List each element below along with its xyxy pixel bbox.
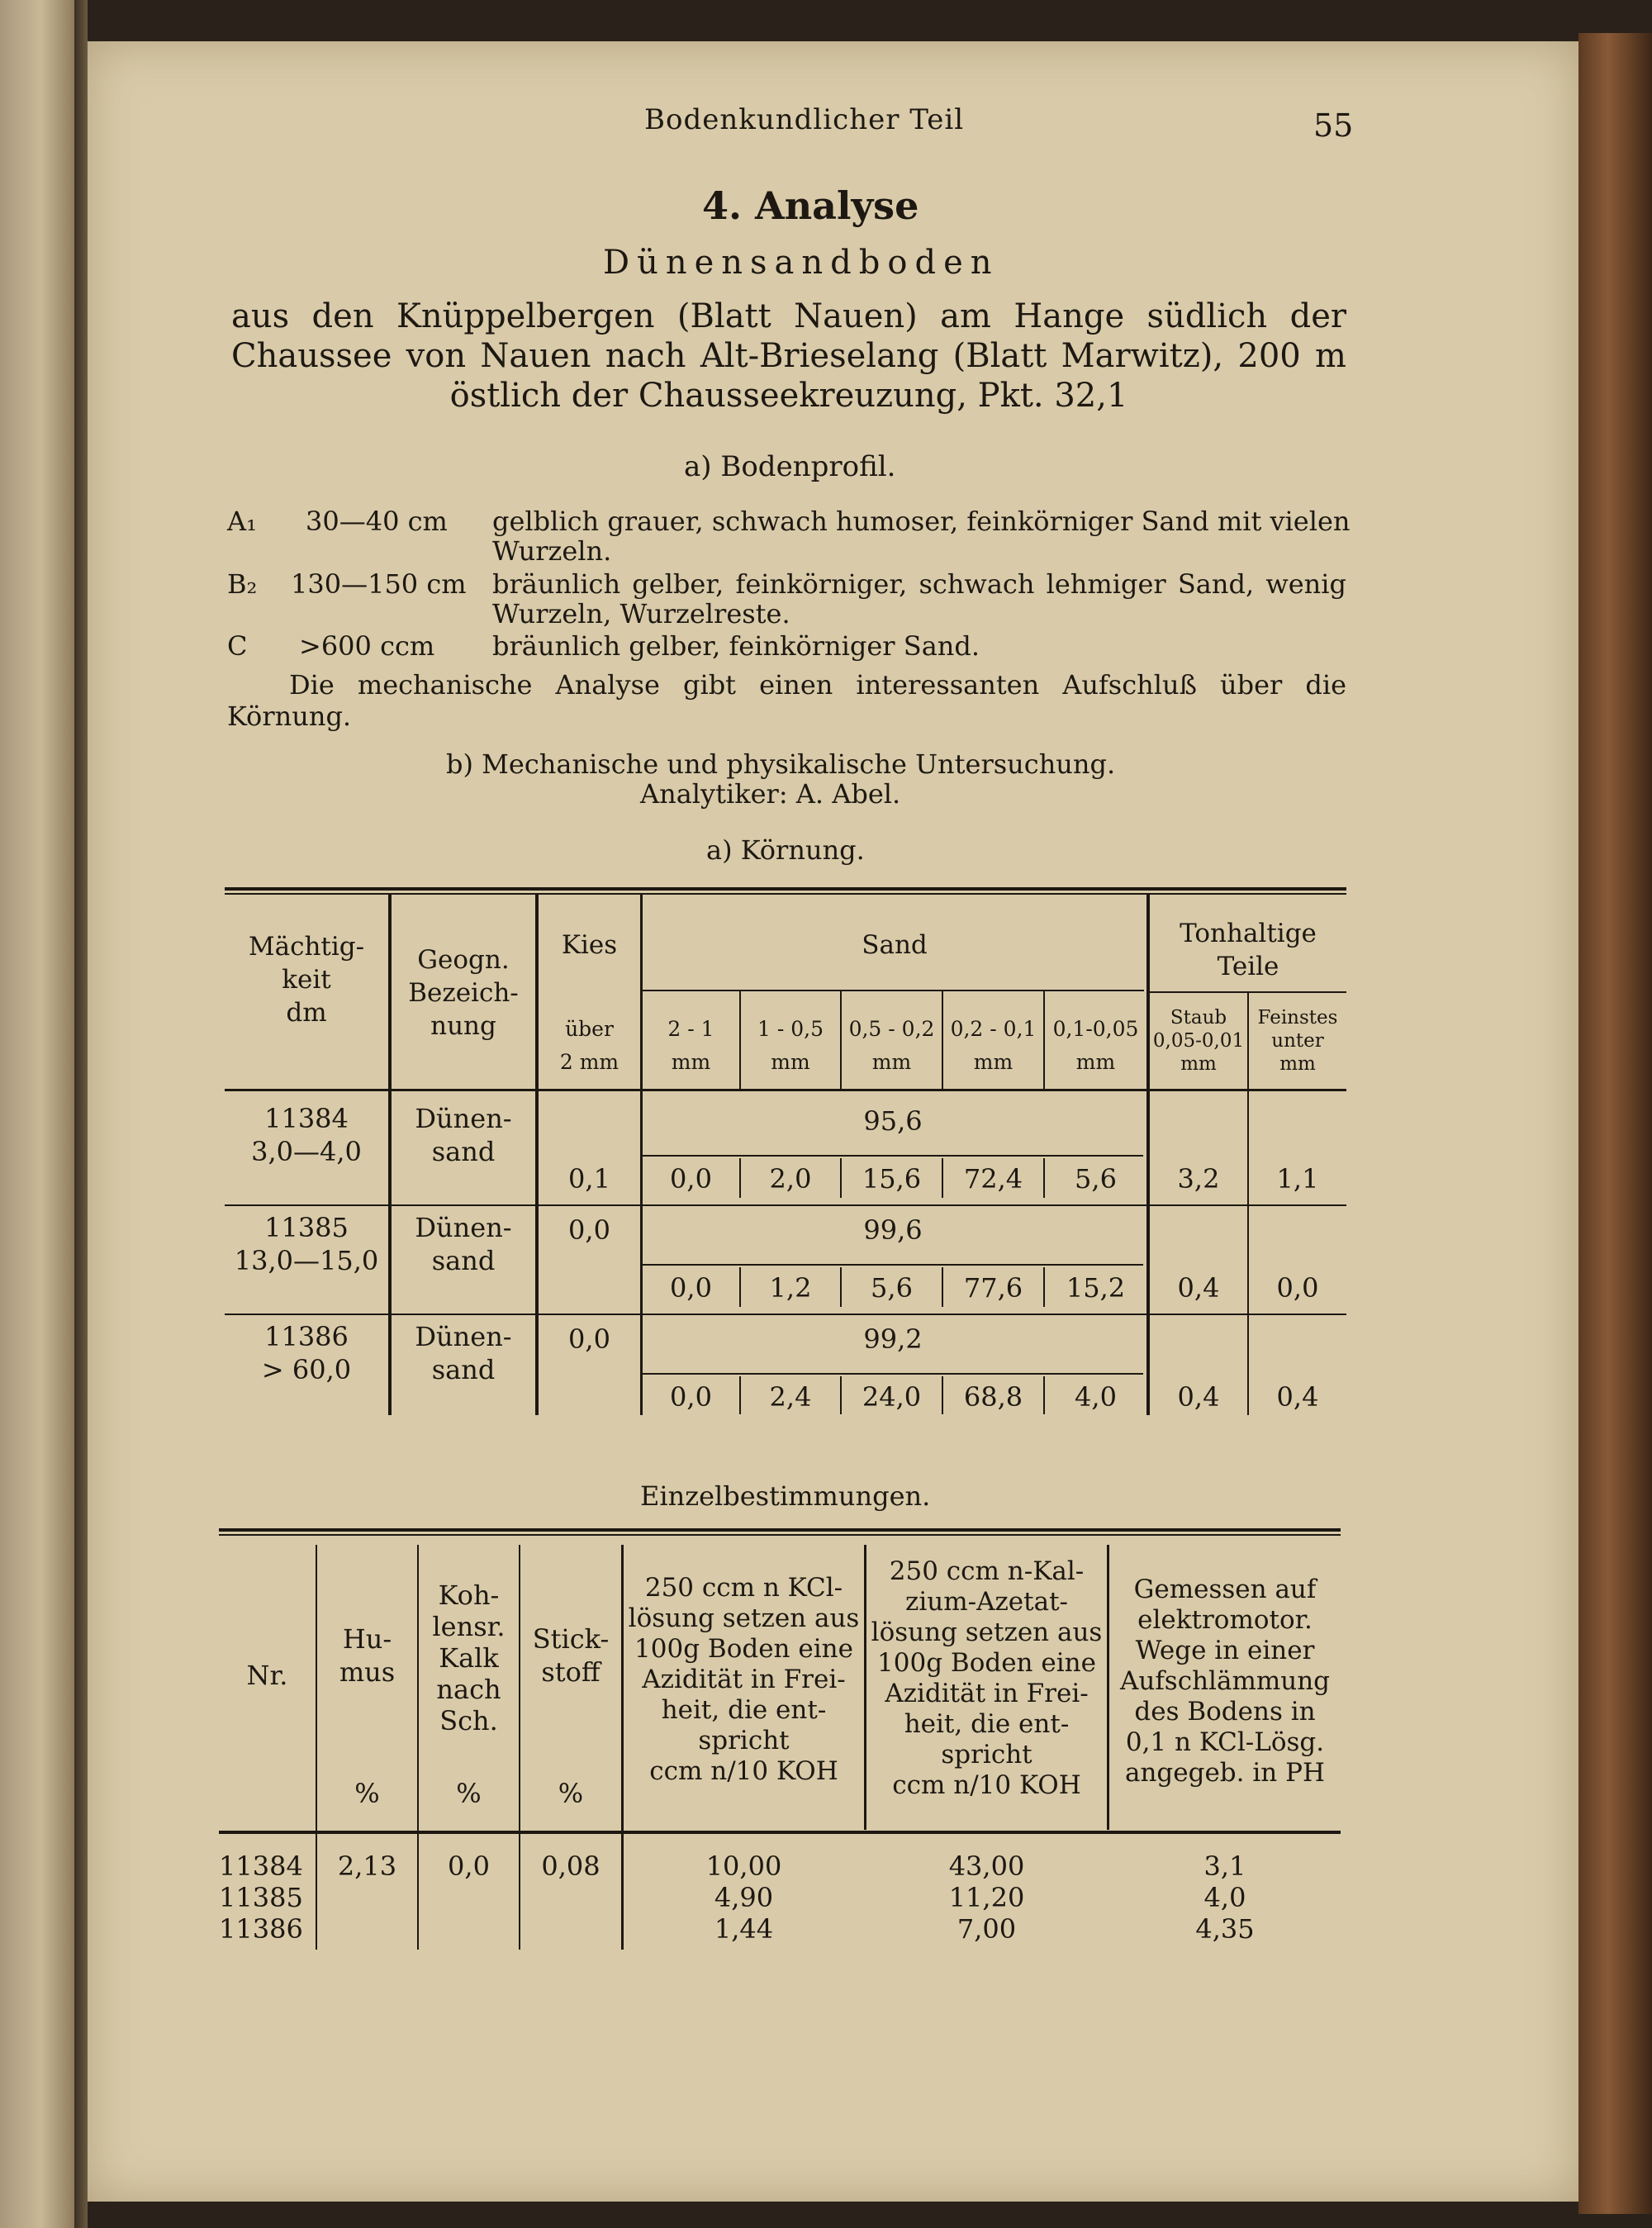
header-geogn — [392, 943, 535, 1043]
header-kalzium — [866, 1556, 1107, 1801]
row-humus: 2,13 — [337, 1850, 397, 1882]
header-line: 2 mm — [559, 1050, 620, 1074]
left-page-edge — [0, 0, 74, 2228]
sand-total-rule — [643, 1155, 1143, 1157]
header-line: Bezeich- — [408, 978, 519, 1008]
header-line: mm — [871, 1050, 912, 1074]
header-nr: Nr. — [246, 1660, 288, 1691]
row-sand: 4,0 — [1075, 1381, 1117, 1413]
header-line: Geogn. — [417, 945, 510, 975]
header-line: mm — [973, 1050, 1014, 1074]
header-ton — [1150, 917, 1346, 983]
profile-depth: >600 ccm — [299, 630, 435, 662]
geogn-line: sand — [431, 1245, 496, 1276]
row-ph: 3,1 — [1203, 1850, 1246, 1882]
header-line: Stick- — [532, 1623, 610, 1655]
header-kies-sub — [539, 1013, 640, 1079]
profile-depth: 130—150 cm — [291, 568, 467, 600]
profile-horizon: A₁ — [227, 506, 257, 537]
location-line-2: Chaussee von Nauen nach Alt-Brieselang (Blatt Marwitz), 200 m — [231, 337, 1346, 375]
row-sand: 5,6 — [1075, 1163, 1117, 1195]
header-line: unter — [1271, 1030, 1324, 1052]
row-nr: 11385 — [264, 1212, 349, 1243]
profile-description: bräunlich gelber, feinkörniger Sand. — [492, 630, 980, 662]
row-feinstes: 0,4 — [1276, 1381, 1319, 1413]
remark-line-2: Körnung. — [227, 701, 352, 732]
row-sand: 24,0 — [862, 1381, 922, 1413]
header-line: Aufschlämmung — [1119, 1666, 1331, 1696]
header-line: 250 ccm n-Kal- — [889, 1556, 1085, 1586]
table-row — [225, 1320, 388, 1386]
header-line: mm — [1279, 1053, 1316, 1075]
table-top-rule-thin — [219, 1534, 1341, 1536]
row-ph: 4,0 — [1203, 1882, 1246, 1913]
table-row — [225, 1211, 388, 1277]
header-line: mm — [771, 1050, 810, 1074]
page-number: 55 — [1313, 107, 1354, 144]
row-sand-total: 99,2 — [863, 1323, 923, 1355]
row-rule — [225, 1204, 1346, 1206]
header-line: Feinstes — [1257, 1007, 1338, 1028]
table-row — [225, 1102, 388, 1168]
header-line: 0,2 - 0,1 — [950, 1017, 1037, 1041]
row-feinstes: 0,0 — [1276, 1272, 1319, 1304]
row-geogn — [392, 1211, 535, 1277]
header-line: keit — [282, 965, 331, 995]
row-sand: 15,2 — [1066, 1272, 1126, 1304]
row-depth: > 60,0 — [261, 1354, 352, 1385]
row-nr: 11384 — [219, 1850, 303, 1882]
header-line: heit, die ent- — [661, 1695, 827, 1725]
header-percent: % — [558, 1778, 584, 1809]
header-line: 2 - 1 — [667, 1017, 714, 1041]
row-kies: 0,0 — [568, 1323, 610, 1355]
row-sand-total: 95,6 — [863, 1105, 923, 1137]
header-line: Teile — [1217, 952, 1279, 981]
running-title: Bodenkundlicher Teil — [644, 103, 965, 136]
location-line-1: aus den Knüppelbergen (Blatt Nauen) am Hange südlich der — [231, 297, 1346, 335]
page-title: 4. Analyse — [702, 183, 919, 228]
profile-depth: 30—40 cm — [306, 506, 448, 537]
profile-description: gelblich grauer, schwach humoser, feinkörniger Sand mit vielen — [492, 506, 1351, 537]
header-line: nach — [436, 1674, 501, 1705]
location-line-3: östlich der Chausseekreuzung, Pkt. 32,1 — [449, 377, 1128, 415]
row-sand: 15,6 — [862, 1163, 922, 1195]
header-line: spricht — [698, 1726, 790, 1755]
header-line: lösung setzen aus — [628, 1603, 860, 1633]
row-nr: 11384 — [264, 1103, 349, 1134]
geogn-line: sand — [431, 1354, 496, 1385]
row-kies: 0,1 — [568, 1163, 610, 1195]
header-kcl — [624, 1573, 864, 1787]
sand-total-rule — [643, 1264, 1143, 1266]
header-line: Tonhaltige — [1180, 919, 1317, 948]
sand-sub-rule — [640, 990, 1144, 991]
row-nr: 11386 — [219, 1913, 303, 1945]
row-sand: 68,8 — [963, 1381, 1023, 1413]
header-line: heit, die ent- — [904, 1709, 1070, 1739]
row-kcl: 10,00 — [705, 1850, 782, 1882]
book-cover-edge — [1578, 33, 1652, 2214]
header-line: Kalk — [439, 1642, 499, 1674]
geogn-line: Dünen- — [415, 1212, 512, 1243]
row-sand: 0,0 — [670, 1163, 712, 1195]
header-sand-sub — [842, 1013, 942, 1079]
header-line: 0,5 - 0,2 — [848, 1017, 935, 1041]
header-line: Azidität in Frei- — [642, 1665, 846, 1694]
row-ph: 4,35 — [1195, 1913, 1255, 1945]
header-line: 0,1 n KCl-Lösg. — [1125, 1727, 1325, 1757]
header-percent: % — [354, 1778, 380, 1809]
header-percent: % — [456, 1778, 482, 1809]
sand-total-rule — [643, 1373, 1143, 1375]
header-staub — [1150, 1006, 1247, 1076]
header-line: mm — [1075, 1050, 1116, 1074]
header-maechtigkeit — [225, 930, 388, 1029]
header-line: mm — [671, 1050, 711, 1074]
table-top-rule-thin — [225, 893, 1346, 895]
header-line: 250 ccm n KCl- — [644, 1573, 843, 1603]
header-line: Koh- — [438, 1580, 500, 1611]
header-line: angegeb. in PH — [1124, 1758, 1325, 1788]
header-humus — [317, 1622, 417, 1689]
row-stickstoff: 0,08 — [541, 1850, 601, 1882]
row-sand: 5,6 — [871, 1272, 913, 1304]
row-staub: 3,2 — [1177, 1163, 1220, 1195]
header-line: mm — [1180, 1053, 1217, 1075]
profile-description-cont: Wurzeln, Wurzelreste. — [492, 598, 790, 629]
section-koernung: a) Körnung. — [706, 834, 865, 866]
row-sand: 2,0 — [769, 1163, 812, 1195]
header-kies: Kies — [561, 930, 618, 960]
row-staub: 0,4 — [1177, 1272, 1220, 1304]
row-nr: 11385 — [219, 1882, 303, 1913]
header-line: Gemessen auf — [1133, 1575, 1317, 1604]
col-rule — [316, 1545, 317, 1950]
row-nr: 11386 — [264, 1321, 349, 1352]
remark-line-1: Die mechanische Analyse gibt einen interessanten Aufschluß über die — [289, 669, 1346, 701]
header-line: ccm n/10 KOH — [892, 1770, 1081, 1800]
row-depth: 3,0—4,0 — [251, 1136, 362, 1167]
row-feinstes: 1,1 — [1276, 1163, 1319, 1195]
header-line: Hu- — [342, 1623, 392, 1655]
row-sand: 0,0 — [670, 1272, 712, 1304]
header-line: Sch. — [439, 1705, 498, 1736]
profile-horizon: C — [227, 630, 248, 662]
header-line: Azidität in Frei- — [885, 1679, 1089, 1708]
geogn-line: Dünen- — [415, 1321, 512, 1352]
header-feinstes — [1249, 1006, 1346, 1076]
row-kalzium: 43,00 — [948, 1850, 1025, 1882]
header-line: Staub — [1170, 1007, 1227, 1028]
row-kcl: 1,44 — [714, 1913, 774, 1945]
row-kalzium: 7,00 — [957, 1913, 1017, 1945]
header-line: dm — [286, 998, 327, 1028]
einzel-title: Einzelbestimmungen. — [640, 1480, 931, 1512]
header-sand-sub — [643, 1013, 739, 1079]
book-gutter — [74, 0, 88, 2228]
header-line: ccm n/10 KOH — [649, 1756, 838, 1786]
header-sand-sub — [943, 1013, 1043, 1079]
header-line: des Bodens in — [1134, 1697, 1316, 1727]
row-rule — [225, 1314, 1346, 1315]
header-line: 100g Boden eine — [634, 1634, 853, 1664]
header-line: lensr. — [432, 1611, 506, 1642]
header-line: nung — [430, 1011, 496, 1041]
header-line: 0,1-0,05 — [1052, 1017, 1139, 1041]
header-sand-sub — [1045, 1013, 1146, 1079]
header-line: über — [565, 1017, 614, 1041]
row-sand: 77,6 — [963, 1272, 1023, 1304]
profile-description: bräunlich gelber, feinkörniger, schwach lehmiger Sand, wenig — [492, 568, 1346, 600]
row-sand: 72,4 — [963, 1163, 1023, 1195]
header-line: elektromotor. — [1137, 1605, 1313, 1635]
header-line: 0,05-0,01 — [1152, 1030, 1245, 1052]
header-line: Wege in einer — [1135, 1636, 1315, 1665]
section-mechanische: b) Mechanische und physikalische Untersuchung. — [446, 748, 1116, 780]
geogn-line: sand — [431, 1136, 496, 1167]
row-geogn — [392, 1102, 535, 1168]
row-kalk: 0,0 — [448, 1850, 490, 1882]
header-line: 100g Boden eine — [877, 1648, 1096, 1678]
header-line: stoff — [541, 1656, 601, 1688]
col-rule — [519, 1545, 520, 1950]
profile-description-cont: Wurzeln. — [492, 535, 612, 567]
row-geogn — [392, 1320, 535, 1386]
header-line: zium-Azetat- — [904, 1587, 1069, 1617]
section-bodenprofil: a) Bodenprofil. — [684, 450, 896, 483]
row-sand: 0,0 — [670, 1381, 712, 1413]
header-gemessen — [1109, 1575, 1341, 1789]
header-sand: Sand — [862, 930, 928, 960]
table-top-rule — [225, 887, 1346, 891]
analyst: Analytiker: A. Abel. — [640, 778, 901, 810]
header-sand-sub — [741, 1013, 840, 1079]
table-header-rule — [219, 1831, 1341, 1834]
header-stickstoff — [520, 1622, 621, 1689]
header-line: spricht — [941, 1740, 1032, 1770]
header-line: mus — [339, 1656, 396, 1688]
geogn-line: Dünen- — [415, 1103, 512, 1134]
row-kies: 0,0 — [568, 1214, 610, 1246]
profile-horizon: B₂ — [227, 568, 258, 600]
header-kalk — [419, 1580, 519, 1736]
row-sand: 2,4 — [769, 1381, 812, 1413]
row-staub: 0,4 — [1177, 1381, 1220, 1413]
page-subtitle: Dünensandboden — [603, 244, 999, 282]
row-kcl: 4,90 — [714, 1882, 774, 1913]
header-line: Mächtig- — [248, 932, 365, 962]
table-top-rule — [219, 1528, 1341, 1532]
header-line: 1 - 0,5 — [757, 1017, 824, 1041]
row-sand-total: 99,6 — [863, 1214, 923, 1246]
table-header-rule — [225, 1089, 1346, 1091]
row-kalzium: 11,20 — [948, 1882, 1025, 1913]
header-line: lösung setzen aus — [871, 1618, 1103, 1647]
row-depth: 13,0—15,0 — [234, 1245, 379, 1276]
row-sand: 1,2 — [769, 1272, 812, 1304]
